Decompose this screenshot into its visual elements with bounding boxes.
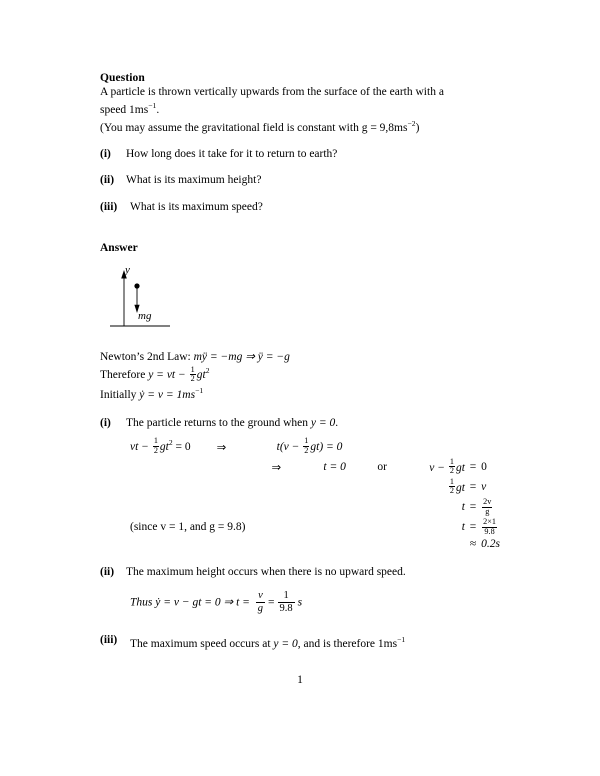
eq-ii-equals: = [268, 595, 275, 608]
eq-i-r1-fraction [449, 478, 455, 496]
eq-ii-frac2-den: 9.8 [279, 602, 293, 614]
question-assumption-a: (You may assume the gravitational field is constant with g = 9,8ms [100, 122, 408, 135]
eq-i-lhs-c: = 0 [172, 441, 191, 454]
eq-i-r0-left: v − [429, 461, 448, 474]
question-intro [100, 85, 500, 135]
equation-row-2-or: or [377, 460, 387, 473]
answer-section-ii [100, 565, 500, 614]
equation-row-1 [130, 436, 342, 456]
eq-i-rhs-a: t(v − [276, 441, 303, 454]
eq-ii-fraction-1 [256, 590, 265, 615]
question-text-ii: What is its maximum height? [126, 174, 262, 187]
question-label-ii: (ii) [100, 174, 115, 187]
eq-i-r0-fraction [449, 458, 455, 476]
eq-ii-frac1-num: v [256, 590, 265, 603]
eq-i-rhs-frac-num: 1 [304, 436, 309, 446]
answer-text-i [126, 416, 500, 430]
question-intro-line2-a: speed 1ms [100, 104, 149, 117]
equation-row-3-right: v [481, 480, 487, 493]
eq-i-lhs-fraction [153, 437, 159, 455]
equation-row-1-implies: ⇒ [216, 441, 227, 454]
eq-ii-frac2-num: 1 [278, 590, 295, 603]
eq-i-r1-frac-den: 2 [449, 486, 454, 496]
therefore-fraction-denominator: 2 [190, 374, 195, 384]
equation-row-4-left: t [461, 501, 465, 514]
answer-text-iii-a: The maximum speed occurs at [130, 637, 274, 650]
equation-block-i [130, 436, 500, 551]
question-text-i: How long does it take for it to return to earth? [126, 148, 338, 161]
answer-item-iii [100, 633, 500, 651]
therefore-fraction [190, 366, 196, 384]
eq-i-lhs-a: vt − [130, 441, 152, 454]
eq-i-lhs-frac-den: 2 [153, 446, 158, 455]
equation-row-1-rhs [277, 436, 343, 456]
eq-i-r2-fraction [482, 498, 492, 516]
eq-i-r0-frac-num: 1 [449, 456, 454, 466]
equation-row-3-rel: = [469, 480, 477, 493]
equation-row-2 [130, 457, 500, 477]
derivation-lines [100, 350, 500, 402]
equation-block-ii [130, 590, 500, 615]
equation-row-2-rel: = [469, 460, 477, 473]
eq-ii-suffix: s [297, 595, 303, 608]
equation-row-2-right: 0 [481, 460, 487, 473]
eq-i-r0-frac-den: 2 [449, 466, 454, 476]
answer-text-i-b: . [335, 417, 339, 430]
equation-row-4-rel: = [469, 501, 477, 514]
question-item-i [100, 147, 500, 161]
equation-row-3-left [429, 477, 465, 497]
equation-row-3 [130, 477, 500, 497]
equation-row-6-right: 0.2s [481, 538, 500, 551]
question-intro-line2-sup: −1 [148, 101, 157, 111]
question-assumption-sup: −2 [407, 119, 416, 129]
equation-row-5-rel: = [469, 521, 477, 534]
eq-i-r1-frac-num: 1 [449, 476, 454, 486]
eq-ii-frac1-den: g [257, 602, 264, 614]
diagram-force-label: mg [138, 309, 152, 322]
question-label-i: (i) [100, 148, 111, 161]
eq-i-rhs-frac-den: 2 [304, 446, 309, 455]
eq-i-lhs-frac-num: 1 [153, 436, 158, 446]
answer-label-i: (i) [100, 417, 111, 430]
question-list [100, 147, 500, 214]
force-diagram [108, 264, 258, 342]
newton-law-line [100, 350, 500, 365]
equation-row-6 [130, 537, 500, 551]
question-text-iii: What is its maximum speed? [130, 200, 263, 213]
eq-i-lhs-b: gt [159, 441, 169, 454]
equation-row-2-implies: ⇒ [271, 461, 282, 474]
initially-math: ẏ = v = 1ms [139, 388, 196, 401]
answer-label-ii: (ii) [100, 566, 115, 579]
therefore-math-a: y = vt − [148, 369, 189, 382]
answer-section-i [100, 416, 500, 551]
eq-i-row2-t-math: t = 0 [323, 460, 346, 473]
question-heading: Question [100, 72, 145, 84]
therefore-line [100, 364, 500, 383]
equation-row-4-right [481, 497, 500, 517]
therefore-math-b: gt [196, 369, 206, 382]
answer-heading: Answer [100, 241, 138, 254]
answer-text-ii: The maximum height occurs when there is no upward speed. [126, 566, 406, 579]
answer-text-iii-b: , and is therefore 1ms [297, 637, 398, 650]
eq-i-r1-left-b: gt [456, 481, 465, 494]
answer-text-iii-math: y = 0 [273, 637, 298, 650]
newton-law-prefix: Newton’s 2nd Law: [100, 350, 194, 363]
equation-row-1-lhs [130, 436, 191, 456]
equation-row-5 [130, 517, 500, 537]
eq-i-r0-left-b: gt [456, 461, 465, 474]
answer-text-i-math: y = 0 [310, 417, 336, 430]
question-assumption-b: ) [415, 122, 420, 135]
equation-row-4 [130, 497, 500, 517]
eq-i-r3-frac-den: 9.8 [484, 526, 495, 536]
answer-item-i [100, 416, 500, 430]
equation-table-i-rows [130, 457, 500, 552]
question-item-iii [100, 200, 500, 214]
initially-sup: −1 [195, 385, 204, 395]
eq-ii-fraction-2 [278, 590, 295, 615]
equation-row-6-rel: ≈ [469, 538, 477, 551]
page-number: 1 [297, 674, 303, 686]
eq-i-r3-frac-num: 2×1 [483, 517, 496, 527]
eq-i-rhs-fraction [303, 437, 309, 455]
answer-label-iii: (iii) [100, 633, 118, 646]
equation-row-5-right [481, 517, 500, 537]
equation-row-2-t [323, 457, 377, 477]
therefore-prefix: Therefore [100, 369, 149, 382]
force-diagram-svg [108, 264, 258, 342]
question-intro-line2-b: . [156, 104, 160, 117]
diagram-axis-label: y [125, 263, 130, 276]
eq-i-rhs-b: gt) = 0 [310, 441, 343, 454]
question-item-ii [100, 173, 500, 187]
therefore-math-sup: 2 [205, 366, 210, 376]
equation-row-2-left [429, 457, 465, 477]
therefore-fraction-numerator: 1 [190, 364, 195, 374]
eq-i-r3-fraction [482, 518, 497, 536]
answer-text-iii [130, 633, 500, 651]
since-note: (since v = 1, and g = 9.8) [130, 521, 246, 534]
initially-line [100, 384, 500, 402]
question-intro-line1: A particle is thrown vertically upwards from the surface of the earth with a [100, 86, 444, 98]
eq-i-r2-frac-den: g [485, 506, 490, 516]
newton-law-math: mÿ = −mg ⇒ ÿ = −g [193, 350, 290, 363]
answer-text-i-a: The particle returns to the ground when [126, 417, 311, 430]
equation-table-i [130, 436, 342, 456]
eq-i-lhs-sup: 2 [168, 438, 173, 448]
answer-section-iii [100, 633, 500, 651]
eq-i-r2-frac-num: 2v [483, 497, 492, 507]
question-label-iii: (iii) [100, 200, 118, 213]
eq-ii-prefix: Thus ẏ = v − gt = 0 ⇒ t = [130, 595, 253, 608]
equation-row-5-left: t [461, 521, 465, 534]
initially-prefix: Initially [100, 388, 140, 401]
document-content [100, 72, 500, 651]
answer-text-iii-sup: −1 [397, 634, 406, 644]
answer-item-ii [100, 565, 500, 579]
